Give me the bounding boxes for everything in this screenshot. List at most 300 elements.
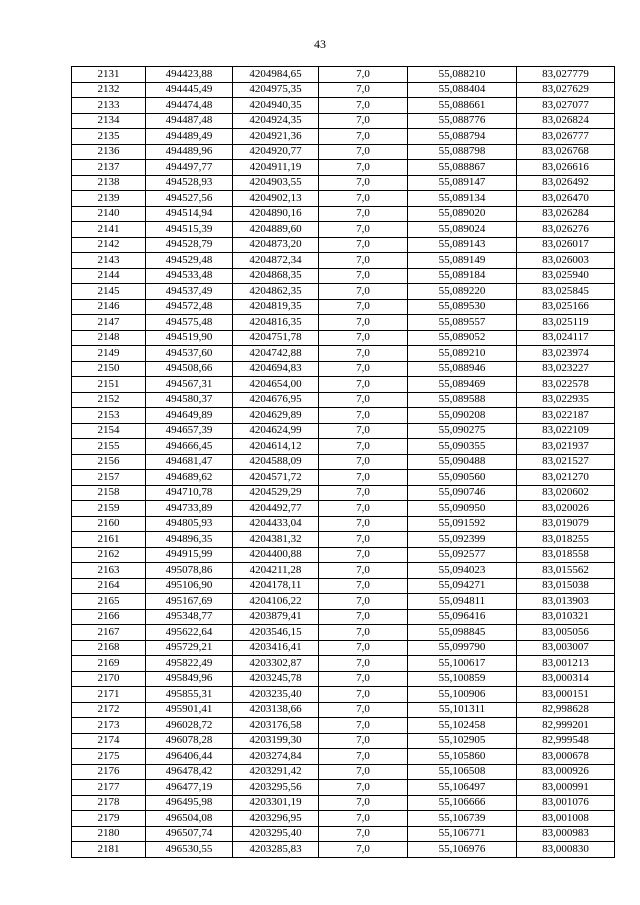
error-cell: 7,0 xyxy=(319,532,408,548)
longitude-cell: 82,999548 xyxy=(517,733,615,749)
table-row xyxy=(72,330,615,346)
error-cell: 7,0 xyxy=(319,129,408,145)
longitude-cell: 83,025940 xyxy=(517,268,615,284)
latitude-cell: 55,106508 xyxy=(408,764,517,780)
longitude-cell: 83,001008 xyxy=(517,811,615,827)
x-coordinate-cell: 495901,41 xyxy=(146,702,233,718)
error-cell: 7,0 xyxy=(319,764,408,780)
x-coordinate-cell: 494649,89 xyxy=(146,408,233,424)
latitude-cell: 55,096416 xyxy=(408,609,517,625)
table-row xyxy=(72,237,615,253)
latitude-cell: 55,088946 xyxy=(408,361,517,377)
error-cell: 7,0 xyxy=(319,578,408,594)
latitude-cell: 55,090950 xyxy=(408,501,517,517)
y-coordinate-cell: 4204816,35 xyxy=(233,315,319,331)
table-row xyxy=(72,485,615,501)
latitude-cell: 55,088794 xyxy=(408,129,517,145)
x-coordinate-cell: 495849,96 xyxy=(146,671,233,687)
point-number-cell: 2151 xyxy=(72,377,146,393)
table-row xyxy=(72,454,615,470)
latitude-cell: 55,089143 xyxy=(408,237,517,253)
table-row xyxy=(72,702,615,718)
error-cell: 7,0 xyxy=(319,501,408,517)
error-cell: 7,0 xyxy=(319,671,408,687)
point-number-cell: 2131 xyxy=(72,67,146,83)
y-coordinate-cell: 4204873,20 xyxy=(233,237,319,253)
x-coordinate-cell: 496495,98 xyxy=(146,795,233,811)
error-cell: 7,0 xyxy=(319,144,408,160)
table-row xyxy=(72,206,615,222)
point-number-cell: 2177 xyxy=(72,780,146,796)
table-row xyxy=(72,764,615,780)
latitude-cell: 55,101311 xyxy=(408,702,517,718)
coordinates-table-body xyxy=(72,67,615,858)
x-coordinate-cell: 494580,37 xyxy=(146,392,233,408)
point-number-cell: 2146 xyxy=(72,299,146,315)
table-row xyxy=(72,547,615,563)
table-row xyxy=(72,67,615,83)
error-cell: 7,0 xyxy=(319,222,408,238)
longitude-cell: 83,026470 xyxy=(517,191,615,207)
y-coordinate-cell: 4204862,35 xyxy=(233,284,319,300)
error-cell: 7,0 xyxy=(319,113,408,129)
point-number-cell: 2174 xyxy=(72,733,146,749)
point-number-cell: 2139 xyxy=(72,191,146,207)
point-number-cell: 2143 xyxy=(72,253,146,269)
y-coordinate-cell: 4204819,35 xyxy=(233,299,319,315)
error-cell: 7,0 xyxy=(319,191,408,207)
error-cell: 7,0 xyxy=(319,454,408,470)
longitude-cell: 83,026768 xyxy=(517,144,615,160)
error-cell: 7,0 xyxy=(319,330,408,346)
y-coordinate-cell: 4204588,09 xyxy=(233,454,319,470)
point-number-cell: 2169 xyxy=(72,656,146,672)
y-coordinate-cell: 4204676,95 xyxy=(233,392,319,408)
table-row xyxy=(72,284,615,300)
error-cell: 7,0 xyxy=(319,563,408,579)
y-coordinate-cell: 4203199,30 xyxy=(233,733,319,749)
longitude-cell: 83,024117 xyxy=(517,330,615,346)
longitude-cell: 83,022187 xyxy=(517,408,615,424)
latitude-cell: 55,089147 xyxy=(408,175,517,191)
error-cell: 7,0 xyxy=(319,826,408,842)
x-coordinate-cell: 495622,64 xyxy=(146,625,233,641)
error-cell: 7,0 xyxy=(319,377,408,393)
longitude-cell: 83,001076 xyxy=(517,795,615,811)
error-cell: 7,0 xyxy=(319,547,408,563)
point-number-cell: 2137 xyxy=(72,160,146,176)
error-cell: 7,0 xyxy=(319,656,408,672)
y-coordinate-cell: 4203138,66 xyxy=(233,702,319,718)
point-number-cell: 2181 xyxy=(72,842,146,858)
point-number-cell: 2144 xyxy=(72,268,146,284)
error-cell: 7,0 xyxy=(319,253,408,269)
point-number-cell: 2135 xyxy=(72,129,146,145)
y-coordinate-cell: 4203295,56 xyxy=(233,780,319,796)
longitude-cell: 83,010321 xyxy=(517,609,615,625)
latitude-cell: 55,089149 xyxy=(408,253,517,269)
error-cell: 7,0 xyxy=(319,408,408,424)
point-number-cell: 2163 xyxy=(72,563,146,579)
longitude-cell: 83,000983 xyxy=(517,826,615,842)
x-coordinate-cell: 494527,56 xyxy=(146,191,233,207)
latitude-cell: 55,098845 xyxy=(408,625,517,641)
longitude-cell: 83,026284 xyxy=(517,206,615,222)
x-coordinate-cell: 494487,48 xyxy=(146,113,233,129)
table-row xyxy=(72,594,615,610)
y-coordinate-cell: 4204571,72 xyxy=(233,470,319,486)
y-coordinate-cell: 4204624,99 xyxy=(233,423,319,439)
table-row xyxy=(72,625,615,641)
y-coordinate-cell: 4204433,04 xyxy=(233,516,319,532)
y-coordinate-cell: 4203245,78 xyxy=(233,671,319,687)
longitude-cell: 83,020026 xyxy=(517,501,615,517)
longitude-cell: 83,025166 xyxy=(517,299,615,315)
error-cell: 7,0 xyxy=(319,67,408,83)
latitude-cell: 55,094271 xyxy=(408,578,517,594)
error-cell: 7,0 xyxy=(319,98,408,114)
latitude-cell: 55,089557 xyxy=(408,315,517,331)
point-number-cell: 2167 xyxy=(72,625,146,641)
longitude-cell: 83,025845 xyxy=(517,284,615,300)
longitude-cell: 83,001213 xyxy=(517,656,615,672)
table-row xyxy=(72,392,615,408)
x-coordinate-cell: 496406,44 xyxy=(146,749,233,765)
longitude-cell: 83,021270 xyxy=(517,470,615,486)
error-cell: 7,0 xyxy=(319,811,408,827)
error-cell: 7,0 xyxy=(319,361,408,377)
y-coordinate-cell: 4204211,28 xyxy=(233,563,319,579)
longitude-cell: 83,018558 xyxy=(517,547,615,563)
y-coordinate-cell: 4203274,84 xyxy=(233,749,319,765)
table-row xyxy=(72,175,615,191)
x-coordinate-cell: 495106,90 xyxy=(146,578,233,594)
x-coordinate-cell: 495167,69 xyxy=(146,594,233,610)
y-coordinate-cell: 4204694,83 xyxy=(233,361,319,377)
x-coordinate-cell: 494474,48 xyxy=(146,98,233,114)
longitude-cell: 83,000991 xyxy=(517,780,615,796)
table-row xyxy=(72,780,615,796)
y-coordinate-cell: 4204751,78 xyxy=(233,330,319,346)
y-coordinate-cell: 4204920,77 xyxy=(233,144,319,160)
latitude-cell: 55,099790 xyxy=(408,640,517,656)
x-coordinate-cell: 494515,39 xyxy=(146,222,233,238)
latitude-cell: 55,102905 xyxy=(408,733,517,749)
error-cell: 7,0 xyxy=(319,268,408,284)
longitude-cell: 83,000926 xyxy=(517,764,615,780)
x-coordinate-cell: 494681,47 xyxy=(146,454,233,470)
x-coordinate-cell: 496507,74 xyxy=(146,826,233,842)
x-coordinate-cell: 494529,48 xyxy=(146,253,233,269)
point-number-cell: 2155 xyxy=(72,439,146,455)
latitude-cell: 55,092399 xyxy=(408,532,517,548)
latitude-cell: 55,089134 xyxy=(408,191,517,207)
point-number-cell: 2172 xyxy=(72,702,146,718)
y-coordinate-cell: 4203301,19 xyxy=(233,795,319,811)
point-number-cell: 2141 xyxy=(72,222,146,238)
point-number-cell: 2170 xyxy=(72,671,146,687)
longitude-cell: 83,027779 xyxy=(517,67,615,83)
x-coordinate-cell: 494666,45 xyxy=(146,439,233,455)
y-coordinate-cell: 4204614,12 xyxy=(233,439,319,455)
y-coordinate-cell: 4203285,83 xyxy=(233,842,319,858)
point-number-cell: 2160 xyxy=(72,516,146,532)
table-row xyxy=(72,470,615,486)
longitude-cell: 83,021937 xyxy=(517,439,615,455)
table-row xyxy=(72,578,615,594)
longitude-cell: 83,026616 xyxy=(517,160,615,176)
point-number-cell: 2150 xyxy=(72,361,146,377)
table-row xyxy=(72,253,615,269)
table-row xyxy=(72,361,615,377)
error-cell: 7,0 xyxy=(319,594,408,610)
x-coordinate-cell: 496078,28 xyxy=(146,733,233,749)
point-number-cell: 2180 xyxy=(72,826,146,842)
y-coordinate-cell: 4204890,16 xyxy=(233,206,319,222)
x-coordinate-cell: 494575,48 xyxy=(146,315,233,331)
table-row xyxy=(72,795,615,811)
point-number-cell: 2176 xyxy=(72,764,146,780)
error-cell: 7,0 xyxy=(319,842,408,858)
x-coordinate-cell: 494497,77 xyxy=(146,160,233,176)
longitude-cell: 83,022109 xyxy=(517,423,615,439)
longitude-cell: 83,000314 xyxy=(517,671,615,687)
y-coordinate-cell: 4204178,11 xyxy=(233,578,319,594)
table-row xyxy=(72,160,615,176)
table-row xyxy=(72,423,615,439)
x-coordinate-cell: 494896,35 xyxy=(146,532,233,548)
point-number-cell: 2178 xyxy=(72,795,146,811)
point-number-cell: 2156 xyxy=(72,454,146,470)
error-cell: 7,0 xyxy=(319,206,408,222)
x-coordinate-cell: 494567,31 xyxy=(146,377,233,393)
longitude-cell: 83,025119 xyxy=(517,315,615,331)
point-number-cell: 2164 xyxy=(72,578,146,594)
point-number-cell: 2152 xyxy=(72,392,146,408)
x-coordinate-cell: 496477,19 xyxy=(146,780,233,796)
y-coordinate-cell: 4204921,36 xyxy=(233,129,319,145)
point-number-cell: 2142 xyxy=(72,237,146,253)
point-number-cell: 2132 xyxy=(72,82,146,98)
x-coordinate-cell: 496028,72 xyxy=(146,718,233,734)
table-row xyxy=(72,82,615,98)
x-coordinate-cell: 494915,99 xyxy=(146,547,233,563)
table-row xyxy=(72,826,615,842)
latitude-cell: 55,088661 xyxy=(408,98,517,114)
x-coordinate-cell: 494537,49 xyxy=(146,284,233,300)
latitude-cell: 55,100617 xyxy=(408,656,517,672)
latitude-cell: 55,089469 xyxy=(408,377,517,393)
y-coordinate-cell: 4203302,87 xyxy=(233,656,319,672)
latitude-cell: 55,105860 xyxy=(408,749,517,765)
error-cell: 7,0 xyxy=(319,609,408,625)
coordinates-table xyxy=(71,66,615,858)
latitude-cell: 55,106666 xyxy=(408,795,517,811)
point-number-cell: 2140 xyxy=(72,206,146,222)
longitude-cell: 82,999201 xyxy=(517,718,615,734)
latitude-cell: 55,088210 xyxy=(408,67,517,83)
longitude-cell: 83,019079 xyxy=(517,516,615,532)
x-coordinate-cell: 494689,62 xyxy=(146,470,233,486)
longitude-cell: 83,022935 xyxy=(517,392,615,408)
longitude-cell: 83,000151 xyxy=(517,687,615,703)
table-row xyxy=(72,315,615,331)
error-cell: 7,0 xyxy=(319,640,408,656)
table-row xyxy=(72,640,615,656)
table-row xyxy=(72,144,615,160)
error-cell: 7,0 xyxy=(319,299,408,315)
x-coordinate-cell: 495348,77 xyxy=(146,609,233,625)
longitude-cell: 83,027077 xyxy=(517,98,615,114)
y-coordinate-cell: 4203416,41 xyxy=(233,640,319,656)
latitude-cell: 55,089530 xyxy=(408,299,517,315)
table-row xyxy=(72,346,615,362)
x-coordinate-cell: 496504,08 xyxy=(146,811,233,827)
point-number-cell: 2134 xyxy=(72,113,146,129)
x-coordinate-cell: 494423,88 xyxy=(146,67,233,83)
longitude-cell: 83,026824 xyxy=(517,113,615,129)
longitude-cell: 83,026003 xyxy=(517,253,615,269)
x-coordinate-cell: 494533,48 xyxy=(146,268,233,284)
latitude-cell: 55,094811 xyxy=(408,594,517,610)
longitude-cell: 83,022578 xyxy=(517,377,615,393)
table-row xyxy=(72,609,615,625)
point-number-cell: 2165 xyxy=(72,594,146,610)
error-cell: 7,0 xyxy=(319,733,408,749)
longitude-cell: 83,000830 xyxy=(517,842,615,858)
y-coordinate-cell: 4204903,55 xyxy=(233,175,319,191)
table-row xyxy=(72,811,615,827)
latitude-cell: 55,090746 xyxy=(408,485,517,501)
point-number-cell: 2175 xyxy=(72,749,146,765)
point-number-cell: 2158 xyxy=(72,485,146,501)
longitude-cell: 83,023227 xyxy=(517,361,615,377)
y-coordinate-cell: 4204889,60 xyxy=(233,222,319,238)
y-coordinate-cell: 4203235,40 xyxy=(233,687,319,703)
point-number-cell: 2157 xyxy=(72,470,146,486)
latitude-cell: 55,100859 xyxy=(408,671,517,687)
x-coordinate-cell: 494657,39 xyxy=(146,423,233,439)
latitude-cell: 55,100906 xyxy=(408,687,517,703)
latitude-cell: 55,090355 xyxy=(408,439,517,455)
y-coordinate-cell: 4204400,88 xyxy=(233,547,319,563)
x-coordinate-cell: 495078,86 xyxy=(146,563,233,579)
y-coordinate-cell: 4204902,13 xyxy=(233,191,319,207)
latitude-cell: 55,088776 xyxy=(408,113,517,129)
y-coordinate-cell: 4203546,15 xyxy=(233,625,319,641)
latitude-cell: 55,106771 xyxy=(408,826,517,842)
y-coordinate-cell: 4204529,29 xyxy=(233,485,319,501)
error-cell: 7,0 xyxy=(319,795,408,811)
latitude-cell: 55,089184 xyxy=(408,268,517,284)
error-cell: 7,0 xyxy=(319,625,408,641)
latitude-cell: 55,102458 xyxy=(408,718,517,734)
y-coordinate-cell: 4203296,95 xyxy=(233,811,319,827)
x-coordinate-cell: 494508,66 xyxy=(146,361,233,377)
latitude-cell: 55,106976 xyxy=(408,842,517,858)
x-coordinate-cell: 494489,96 xyxy=(146,144,233,160)
table-row xyxy=(72,439,615,455)
error-cell: 7,0 xyxy=(319,237,408,253)
latitude-cell: 55,088404 xyxy=(408,82,517,98)
longitude-cell: 83,026017 xyxy=(517,237,615,253)
table-row xyxy=(72,299,615,315)
latitude-cell: 55,089024 xyxy=(408,222,517,238)
y-coordinate-cell: 4203879,41 xyxy=(233,609,319,625)
point-number-cell: 2168 xyxy=(72,640,146,656)
table-row xyxy=(72,129,615,145)
point-number-cell: 2166 xyxy=(72,609,146,625)
point-number-cell: 2154 xyxy=(72,423,146,439)
point-number-cell: 2173 xyxy=(72,718,146,734)
x-coordinate-cell: 494489,49 xyxy=(146,129,233,145)
longitude-cell: 82,998628 xyxy=(517,702,615,718)
table-row xyxy=(72,733,615,749)
latitude-cell: 55,089220 xyxy=(408,284,517,300)
x-coordinate-cell: 494805,93 xyxy=(146,516,233,532)
table-row xyxy=(72,842,615,858)
table-row xyxy=(72,687,615,703)
point-number-cell: 2145 xyxy=(72,284,146,300)
longitude-cell: 83,015038 xyxy=(517,578,615,594)
longitude-cell: 83,026777 xyxy=(517,129,615,145)
y-coordinate-cell: 4204106,22 xyxy=(233,594,319,610)
longitude-cell: 83,026276 xyxy=(517,222,615,238)
x-coordinate-cell: 495729,21 xyxy=(146,640,233,656)
y-coordinate-cell: 4203291,42 xyxy=(233,764,319,780)
latitude-cell: 55,089020 xyxy=(408,206,517,222)
longitude-cell: 83,000678 xyxy=(517,749,615,765)
error-cell: 7,0 xyxy=(319,687,408,703)
point-number-cell: 2171 xyxy=(72,687,146,703)
x-coordinate-cell: 494445,49 xyxy=(146,82,233,98)
point-number-cell: 2149 xyxy=(72,346,146,362)
error-cell: 7,0 xyxy=(319,175,408,191)
table-row xyxy=(72,656,615,672)
latitude-cell: 55,092577 xyxy=(408,547,517,563)
table-row xyxy=(72,749,615,765)
table-row xyxy=(72,516,615,532)
point-number-cell: 2153 xyxy=(72,408,146,424)
table-row xyxy=(72,222,615,238)
y-coordinate-cell: 4204911,19 xyxy=(233,160,319,176)
table-row xyxy=(72,501,615,517)
longitude-cell: 83,026492 xyxy=(517,175,615,191)
error-cell: 7,0 xyxy=(319,470,408,486)
y-coordinate-cell: 4204984,65 xyxy=(233,67,319,83)
point-number-cell: 2148 xyxy=(72,330,146,346)
latitude-cell: 55,106497 xyxy=(408,780,517,796)
y-coordinate-cell: 4204381,32 xyxy=(233,532,319,548)
point-number-cell: 2162 xyxy=(72,547,146,563)
latitude-cell: 55,089052 xyxy=(408,330,517,346)
y-coordinate-cell: 4204924,35 xyxy=(233,113,319,129)
table-row xyxy=(72,671,615,687)
x-coordinate-cell: 495855,31 xyxy=(146,687,233,703)
point-number-cell: 2138 xyxy=(72,175,146,191)
x-coordinate-cell: 494537,60 xyxy=(146,346,233,362)
latitude-cell: 55,088867 xyxy=(408,160,517,176)
longitude-cell: 83,027629 xyxy=(517,82,615,98)
x-coordinate-cell: 494710,78 xyxy=(146,485,233,501)
latitude-cell: 55,090208 xyxy=(408,408,517,424)
y-coordinate-cell: 4204629,89 xyxy=(233,408,319,424)
y-coordinate-cell: 4204868,35 xyxy=(233,268,319,284)
x-coordinate-cell: 496530,55 xyxy=(146,842,233,858)
table-row xyxy=(72,408,615,424)
x-coordinate-cell: 494528,93 xyxy=(146,175,233,191)
x-coordinate-cell: 495822,49 xyxy=(146,656,233,672)
